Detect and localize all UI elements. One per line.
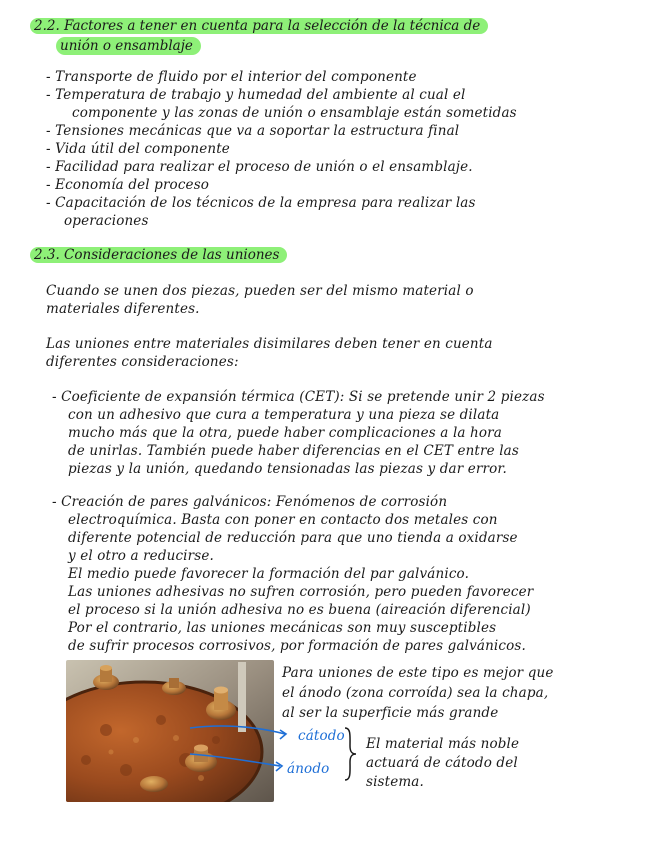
bracket-note-line: sistema. — [366, 774, 424, 790]
paragraph-line: Cuando se unen dos piezas, pueden ser del mismo material o — [46, 283, 474, 299]
list-item: - Tensiones mecánicas que va a soportar la estructura final — [46, 123, 460, 139]
paragraph-line: Las uniones entre materiales disimilares deben tener en cuenta — [46, 336, 493, 352]
brace-icon — [342, 726, 358, 782]
list-item: - Facilidad para realizar el proceso de unión o el ensamblaje. — [46, 159, 473, 175]
cet-line: - Coeficiente de expansión térmica (CET): Si se pretende unir 2 piezas — [52, 389, 545, 405]
galvanic-line: Por el contrario, las uniones mecánicas son muy susceptibles — [68, 620, 497, 636]
galvanic-line: El medio puede favorecer la formación del par galvánico. — [68, 566, 470, 582]
heading-highlight-line1: 2.2. Factores a tener en cuenta para la selección de la técnica de — [30, 18, 488, 34]
galvanic-line: diferente potencial de reducción para que uno tienda a oxidarse — [68, 530, 518, 546]
cathode-label: cátodo — [298, 728, 345, 744]
galvanic-line: - Creación de pares galvánicos: Fenómenos de corrosión — [52, 494, 448, 510]
list-item: - Transporte de fluido por el interior del componente — [46, 69, 417, 85]
heading-highlight-line2: unión o ensamblaje — [56, 37, 201, 55]
list-item: - Temperatura de trabajo y humedad del ambiente al cual el — [46, 87, 466, 103]
side-note-line: Para uniones de este tipo es mejor que — [282, 665, 554, 681]
galvanic-line: Las uniones adhesivas no sufren corrosión, pero pueden favorecer — [68, 584, 534, 600]
side-note-line: al ser la superficie más grande — [282, 705, 499, 721]
list-item-continuation: componente y las zonas de unión o ensamblaje están sometidas — [72, 105, 517, 121]
galvanic-line: electroquímica. Basta con poner en contacto dos metales con — [68, 512, 498, 528]
bracket-note-line: actuará de cátodo del — [366, 755, 518, 771]
galvanic-line: y el otro a reducirse. — [68, 548, 214, 564]
side-note-line: el ánodo (zona corroída) sea la chapa, — [282, 685, 549, 701]
list-item-continuation: operaciones — [64, 213, 149, 229]
section-heading-2-2 — [30, 17, 630, 55]
section-heading-2-3 — [30, 246, 287, 264]
paragraph-line: materiales diferentes. — [46, 301, 200, 317]
list-item: - Vida útil del componente — [46, 141, 230, 157]
cet-line: de unirlas. También puede haber diferencias en el CET entre las — [68, 443, 519, 459]
bracket-note-line: El material más noble — [366, 736, 520, 752]
paragraph-line: diferentes consideraciones: — [46, 354, 239, 370]
anode-label: ánodo — [287, 761, 330, 777]
list-item: - Capacitación de los técnicos de la empresa para realizar las — [46, 195, 476, 211]
annotation-arrows — [180, 712, 300, 782]
galvanic-line: el proceso si la unión adhesiva no es buena (aireación diferencial) — [68, 602, 531, 618]
heading-highlight: 2.3. Consideraciones de las uniones — [30, 247, 287, 263]
cet-line: piezas y la unión, quedando tensionadas las piezas y dar error. — [68, 461, 507, 477]
list-item: - Economía del proceso — [46, 177, 210, 193]
cet-line: con un adhesivo que cura a temperatura y una pieza se dilata — [68, 407, 500, 423]
galvanic-line: de sufrir procesos corrosivos, por formación de pares galvánicos. — [68, 638, 526, 654]
cet-line: mucho más que la otra, puede haber complicaciones a la hora — [68, 425, 502, 441]
